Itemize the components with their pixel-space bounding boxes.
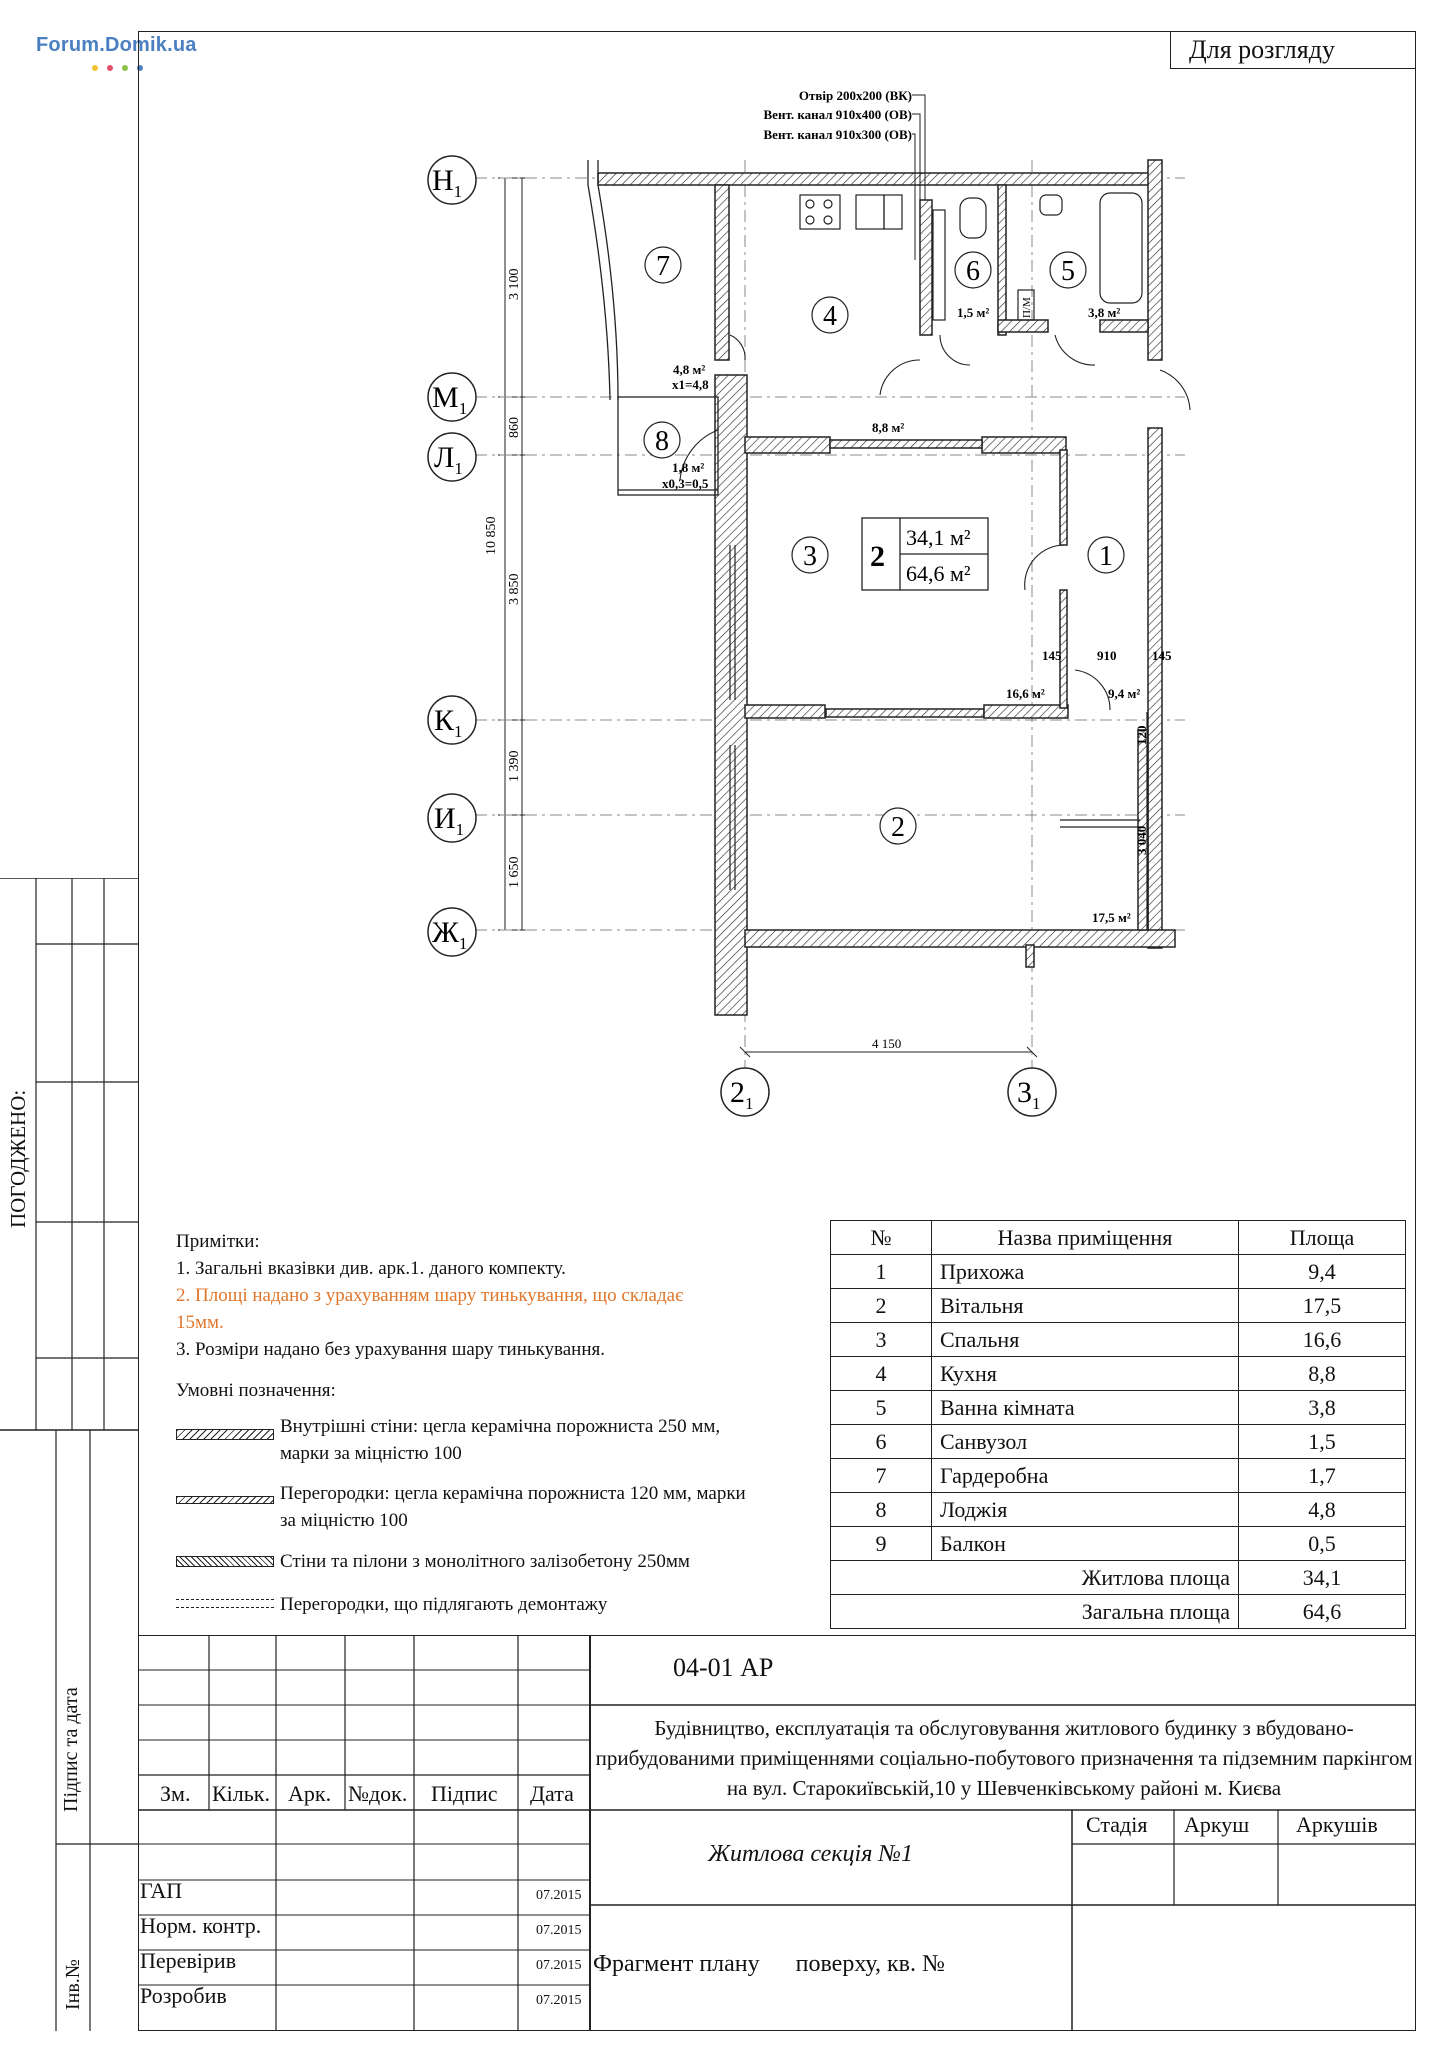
legend-swatch <box>176 1429 274 1440</box>
col-header-name: Назва приміщення <box>932 1221 1239 1255</box>
dim-d1: 3 100 <box>507 268 522 300</box>
legend-swatch-dashed <box>176 1599 274 1608</box>
legend-swatch <box>176 1556 274 1567</box>
axis-col-sub: 1 <box>1032 1094 1041 1113</box>
table-row <box>831 1357 1406 1391</box>
row-number: 9 <box>831 1527 932 1561</box>
dim-e: 3 040 <box>1134 825 1149 855</box>
axis-row-letter: М <box>432 381 459 414</box>
note-item-highlight: 2. Площі надано з урахуванням шару тинькування, що складає 15мм. <box>176 1285 684 1333</box>
axis-row-sub: 1 <box>454 459 463 478</box>
table-row <box>831 1459 1406 1493</box>
axis-row-sub: 1 <box>455 820 465 839</box>
apartment-total: 64,6 м² <box>906 561 971 586</box>
dim-a: 145 <box>1042 648 1062 663</box>
row-number: 2 <box>831 1289 932 1323</box>
axis-row-letter: К <box>434 704 455 737</box>
row-number: 7 <box>831 1459 932 1493</box>
dim-bottom: 4 150 <box>872 1036 902 1051</box>
stage-label: Стадія <box>1086 1812 1148 1837</box>
legend-text: Перегородки, що підлягають демонтажу <box>280 1594 608 1615</box>
room-number: 5 <box>1061 256 1075 287</box>
forum-logo[interactable]: Forum.Domik.ua <box>36 34 197 56</box>
review-stamp: Для розгляду <box>1170 31 1416 69</box>
row-number: 4 <box>831 1357 932 1391</box>
project-title: Будівництво, експлуатація та обслуговування житлового будинку з вбудовано-прибудованими приміщеннями соціально-побутового призначення та підземним паркінгом на вул. Старокиївській,10 у Шевченківському районі м. Києва <box>595 1716 1413 1800</box>
section-title: Житлова секція №1 <box>708 1841 913 1867</box>
table-row <box>831 1493 1406 1527</box>
thin-walls <box>730 545 1147 930</box>
room-number: 1 <box>1099 541 1113 572</box>
row-name: Балкон <box>932 1527 1239 1561</box>
total-area-row <box>831 1595 1406 1629</box>
role-norm: Норм. контр. <box>140 1913 262 1938</box>
row-number: 8 <box>831 1493 932 1527</box>
total-area-label: Загальна площа <box>831 1595 1239 1629</box>
dim-c: 145 <box>1152 648 1172 663</box>
legend-text: Перегородки: цегла керамічна порожниста 120 мм, марки за міцністю 100 <box>280 1483 746 1531</box>
col-header-signature: Підпис <box>431 1781 498 1806</box>
sheet-label: Аркуш <box>1184 1812 1250 1837</box>
axis-row-letter: Н <box>432 164 454 197</box>
col-header-count: Кільк. <box>212 1781 270 1806</box>
area-balcony-k: x0,3=0,5 <box>662 476 709 491</box>
role-date: 07.2015 <box>536 1958 582 1973</box>
dim-d4: 1 390 <box>507 750 522 782</box>
row-area: 4,8 <box>1239 1493 1406 1527</box>
row-number: 1 <box>831 1255 932 1289</box>
vent-label-3: Вент. канал 910х300 (ОВ) <box>763 127 912 142</box>
notes-title: Примітки: <box>176 1231 260 1252</box>
table-row <box>831 1527 1406 1561</box>
row-name: Вітальня <box>932 1289 1239 1323</box>
role-developed: Розробив <box>140 1983 227 2008</box>
sign-date-label: Підпис та дата <box>60 1687 82 1812</box>
area-kitchen: 8,8 м² <box>872 420 905 435</box>
sheets-label: Аркушів <box>1296 1812 1378 1837</box>
legend-swatch <box>176 1496 274 1504</box>
legend-title: Умовні позначення: <box>176 1380 336 1401</box>
row-name: Ванна кімната <box>932 1391 1239 1425</box>
axis-row-sub: 1 <box>454 722 463 741</box>
room-number: 4 <box>823 301 837 332</box>
table-header-row <box>831 1221 1406 1255</box>
vent-label-2: Вент. канал 910х400 (ОВ) <box>763 107 912 122</box>
role-checked: Перевірив <box>140 1948 237 1973</box>
area-loggia: 4,8 м² <box>673 362 706 377</box>
col-header-area: Площа <box>1239 1221 1406 1255</box>
dim-d5: 1 650 <box>507 856 522 888</box>
row-name: Спальня <box>932 1323 1239 1357</box>
row-name: Лоджія <box>932 1493 1239 1527</box>
table-row <box>831 1289 1406 1323</box>
vent-label-1: Отвір 200х200 (ВК) <box>798 88 912 103</box>
axis-row-sub: 1 <box>453 182 463 201</box>
dim-d: 120 <box>1134 725 1149 745</box>
note-item: 1. Загальні вказівки див. арк.1. даного компекту. <box>176 1258 566 1279</box>
inv-no-label: Інв.№ <box>62 1959 84 2010</box>
total-area-value: 64,6 <box>1239 1595 1406 1629</box>
axis-row-sub: 1 <box>458 934 468 953</box>
row-area: 3,8 <box>1239 1391 1406 1425</box>
row-name: Санвузол <box>932 1425 1239 1459</box>
area-hall: 9,4 м² <box>1108 686 1141 701</box>
table-row <box>831 1323 1406 1357</box>
axis-row-sub: 1 <box>458 399 468 418</box>
room-number: 8 <box>655 426 669 457</box>
pm-label: П/М <box>1021 297 1033 318</box>
axis-col-num: 2 <box>730 1076 745 1109</box>
living-area-row <box>831 1561 1406 1595</box>
agreed-label: ПОГОДЖЕНО: <box>6 1089 30 1228</box>
room-number: 2 <box>891 812 905 843</box>
axis-row-letter: Ж <box>432 916 459 949</box>
notes <box>176 1228 706 1404</box>
area-loggia-k: x1=4,8 <box>672 377 709 392</box>
axis-col-sub: 1 <box>745 1094 754 1113</box>
note-item: 3. Розміри надано без урахування шару тинькування. <box>176 1339 606 1360</box>
area-balcony: 1,8 м² <box>672 460 705 475</box>
table-row <box>831 1425 1406 1459</box>
area-wc: 1,5 м² <box>957 305 990 320</box>
row-area: 0,5 <box>1239 1527 1406 1561</box>
area-bath: 3,8 м² <box>1088 305 1121 320</box>
role-gap: ГАП <box>140 1878 183 1903</box>
row-area: 1,7 <box>1239 1459 1406 1493</box>
area-bedroom: 16,6 м² <box>1006 686 1045 701</box>
col-header-sheet: Арк. <box>288 1781 332 1806</box>
dim-d3: 3 850 <box>507 573 522 605</box>
axis-row-letter: Л <box>434 441 455 474</box>
table-row <box>831 1255 1406 1289</box>
row-number: 5 <box>831 1391 932 1425</box>
sheet-title: Фрагмент плану поверху, кв. № <box>593 1951 945 1977</box>
dim-b: 910 <box>1097 648 1117 663</box>
table-row <box>831 1391 1406 1425</box>
drawing-code: 04-01 АР <box>673 1653 774 1682</box>
legend-text: Стіни та пілони з монолітного залізобетону 250мм <box>280 1551 690 1572</box>
axis-col-num: 3 <box>1017 1076 1032 1109</box>
room-number: 3 <box>803 541 817 572</box>
col-header-changes: Зм. <box>160 1781 191 1806</box>
row-area: 1,5 <box>1239 1425 1406 1459</box>
row-name: Кухня <box>932 1357 1239 1391</box>
title-block <box>138 1635 1416 2031</box>
apartment-rooms: 2 <box>870 540 885 573</box>
legend-text: Внутрішні стіни: цегла керамічна порожниста 250 мм, марки за міцністю 100 <box>280 1416 721 1464</box>
row-area: 9,4 <box>1239 1255 1406 1289</box>
role-date: 07.2015 <box>536 1923 582 1938</box>
col-header-doc: №док. <box>348 1781 408 1806</box>
role-date: 07.2015 <box>536 1888 582 1903</box>
axis-row-letter: И <box>434 802 456 835</box>
dim-total: 10 850 <box>484 516 499 555</box>
room-number: 6 <box>966 256 980 287</box>
row-name: Прихожа <box>932 1255 1239 1289</box>
room-number: 7 <box>656 251 670 282</box>
col-header-number: № <box>831 1221 932 1255</box>
row-area: 16,6 <box>1239 1323 1406 1357</box>
rooms-table <box>830 1220 1406 1629</box>
living-area-label: Житлова площа <box>831 1561 1239 1595</box>
dim-d2: 860 <box>507 417 522 438</box>
living-area-value: 34,1 <box>1239 1561 1406 1595</box>
row-area: 8,8 <box>1239 1357 1406 1391</box>
row-area: 17,5 <box>1239 1289 1406 1323</box>
area-living: 17,5 м² <box>1092 910 1131 925</box>
row-number: 3 <box>831 1323 932 1357</box>
row-number: 6 <box>831 1425 932 1459</box>
col-header-date: Дата <box>530 1781 574 1806</box>
role-date: 07.2015 <box>536 1993 582 2008</box>
apartment-living: 34,1 м² <box>906 525 971 550</box>
row-name: Гардеробна <box>932 1459 1239 1493</box>
